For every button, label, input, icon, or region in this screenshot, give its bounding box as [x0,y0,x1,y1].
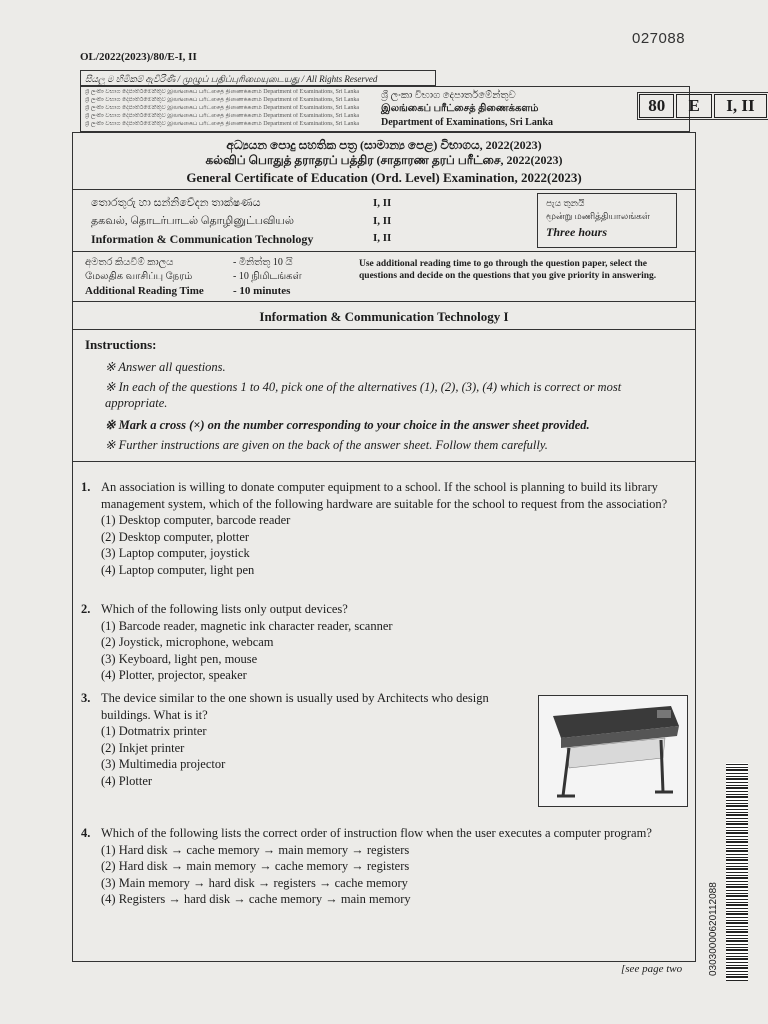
fine-print: ශ්‍රී ලංකා විභාග දෙපාර්තමේන්තුව இலங்கைப் பரீட்சைத் திணைக்களம் Department of Examinations, Sri Lanka [85,121,360,127]
option: (3) Laptop computer, joystick [101,546,250,560]
duration-box [537,193,677,248]
question-4 [81,825,681,908]
reading-label-english: Additional Reading Time [85,285,204,297]
instructions-title: Instructions: [85,337,157,352]
papers-label: I, II [373,215,392,227]
subject-tamil: தகவல், தொடர்பாடல் தொழினுட்பவியல் [91,215,294,227]
instruction-item: ※ Answer all questions. [105,360,226,374]
divider [73,189,695,190]
option: (2) Joystick, microphone, webcam [101,635,274,649]
question-stem: Which of the following lists only output devices? [101,602,348,616]
option: (2) Desktop computer, plotter [101,529,250,544]
reading-value-sinhala: - මිනිත්තු 10 යි [233,257,293,268]
instruction-text: Mark a cross (×) on the number corresponding to your choice in the answer sheet provided. [118,418,590,432]
option: (4) Laptop computer, light pen [101,562,255,577]
reading-value-tamil: - 10 நிமிடங்கள் [233,271,302,282]
option: (2) Hard disk → main memory → cache memory → registers [101,859,410,873]
reading-note: Use additional reading time to go through the question paper, select the questions and decide on the questions that you give priority in answering. [359,259,657,281]
option: (2) Inkjet printer [101,740,185,755]
reading-label-sinhala: අමතර කියවීම් කාලය [85,257,174,268]
papers-label: I, II [373,232,392,244]
subject-sinhala: තොරතුරු හා සන්නිවේදන තාක්ෂණය [91,197,261,209]
duration-english: Three hours [546,225,608,239]
divider [73,251,695,252]
rights-reserved: සියලු ම හිමිකම් ඇවිරිණි / முழுப் பதிப்புரிமையுடையது / All Rights Reserved [80,70,436,86]
option: (3) Multimedia projector [101,757,226,771]
department-tamil: இலங்கைப் பரீட்சைத் திணைக்களம் [381,103,539,114]
option: (3) Main memory → hard disk → registers → cache memory [101,875,408,890]
option: (1) Hard disk → cache memory → main memory → registers [101,842,410,857]
paper-code: OL/2022(2023)/80/E-I, II [80,51,197,63]
question-number: 1. [81,480,91,494]
instruction-item: ※ Further instructions are given on the back of the answer sheet. Follow them carefully. [105,438,548,452]
divider [73,329,695,330]
instruction-item: ※ Mark a cross (×) on the number corresponding to your choice in the answer sheet provided. [105,418,590,432]
option: (1) Barcode reader, magnetic ink character reader, scanner [101,618,393,633]
option: (1) Dotmatrix printer [101,724,207,738]
option: (4) Plotter [101,773,153,788]
medium-code: E [676,94,711,118]
exam-title-tamil: கல்விப் பொதுத் தராதரப் பத்திர (சாதாரண தரப் பரீட்சை, 2022(2023) [205,153,563,167]
question-number: 2. [81,602,91,616]
barcode [726,763,748,981]
department-english: Department of Examinations, Sri Lanka [381,117,553,128]
subject-code: 80 [639,94,674,118]
reading-label-tamil: மேலதிக வாசிப்பு நேரம் [85,271,193,282]
page-footer: [see page two [621,963,683,975]
fine-print: ශ්‍රී ලංකා විභාග දෙපාර්තමේන්තුව இலங்கைப் பரீட்சைத் திணைக்களம் Department of Examinations, Sri Lanka [85,97,360,103]
papers-label: I, II [373,197,392,209]
barcode-number: 03030000620112088 [708,882,719,976]
department-header [80,86,755,132]
question-number: 3. [81,691,91,705]
instruction-item: ※ In each of the questions 1 to 40, pick one of the alternatives (1), (2), (3), (4) which is correct or most appropriate. [105,380,622,410]
divider [73,461,695,462]
serial-number: 027088 [632,30,686,47]
instruction-text: In each of the questions 1 to 40, pick one of the alternatives (1), (2), (3), (4) which is correct or most appropriate. [105,380,622,410]
instruction-text: Further instructions are given on the back of the answer sheet. Follow them carefully. [118,438,548,452]
exam-frame [72,132,696,962]
fine-print: ශ්‍රී ලංකා විභාග දෙපාර්තමේන්තුව இலங்கைப் பரீட்சைத் திணைக்களம் Department of Examinations, Sri Lanka [85,113,360,119]
option: (4) Plotter, projector, speaker [101,668,247,682]
fine-print: ශ්‍රී ලංකා විභාග දෙපාර්තමේන්තුව இலங்கைப் பரீட்சைத் திணைக்களம் Department of Examinations, Sri Lanka [85,89,360,95]
exam-title-english: General Certificate of Education (Ord. Level) Examination, 2022(2023) [186,170,582,185]
exam-title-sinhala: අධ්‍යයන පොදු සහතික පත්‍ර (සාමාන්‍ය පෙළ) විභාගය, 2022(2023) [226,138,542,152]
question-1 [81,479,681,578]
question-2 [81,601,681,684]
department-sinhala: ශ්‍රී ලංකා විභාග දෙපාර්තමේන්තුව [381,90,516,101]
paper-code-cell: I, II [714,94,767,118]
option: (1) Desktop computer, barcode reader [101,513,291,527]
fine-print: ශ්‍රී ලංකා විභාග දෙපාර්තමේන්තුව இலங்கைப் பரீட்சைத் திணைக்களம் Department of Examinations, Sri Lanka [85,105,360,111]
plotter-image [538,695,688,807]
instruction-text: Answer all questions. [118,360,226,374]
option: (3) Keyboard, light pen, mouse [101,651,258,666]
subject-code-box [637,92,768,120]
question-stem: The device similar to the one shown is usually used by Architects who design buildings. What is it? [101,691,489,722]
duration-sinhala: පැය තුනයි [546,198,585,208]
section-title: Information & Communication Technology I [259,309,509,324]
question-stem: An association is willing to donate computer equipment to a school. If the school is planning to build its library management system, which of the following hardware are suitable for the school to request from the association? [101,480,668,511]
divider [73,301,695,302]
reading-value-english: - 10 minutes [233,285,291,297]
duration-tamil: மூன்று மணித்தியாலங்கள் [546,211,650,221]
question-number: 4. [81,826,91,840]
subject-english: Information & Communication Technology [91,232,314,246]
option: (4) Registers → hard disk → cache memory → main memory [101,892,411,906]
plotter-icon [539,696,687,806]
question-3 [81,690,531,789]
question-stem: Which of the following lists the correct order of instruction flow when the user executes a computer program? [101,826,652,840]
